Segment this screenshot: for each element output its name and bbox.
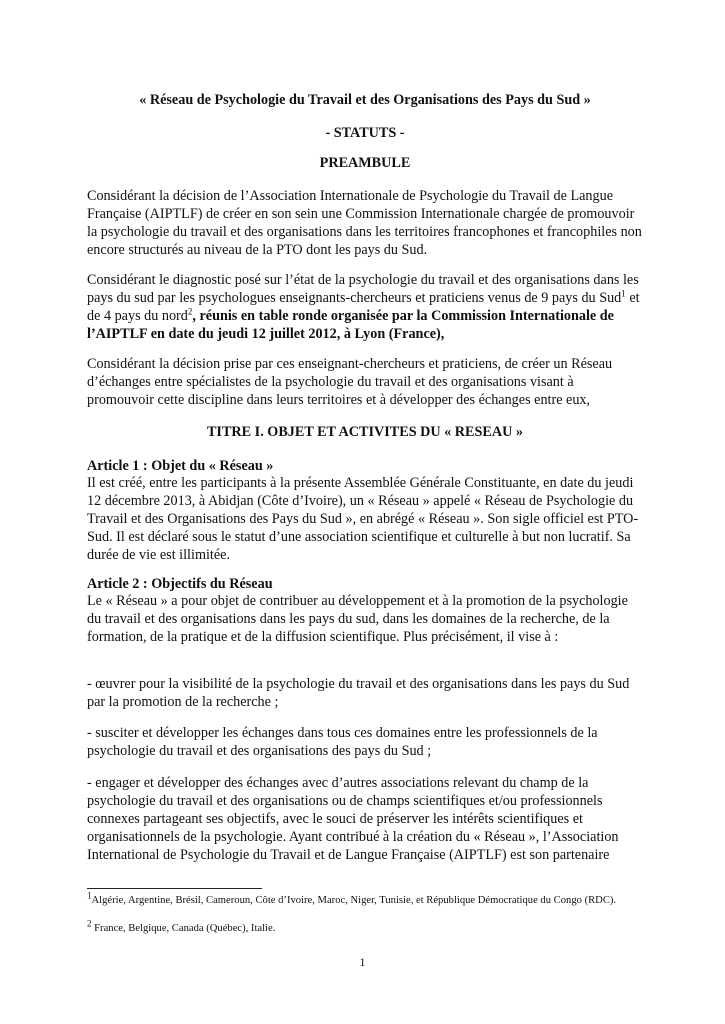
titre-1-heading: TITRE I. OBJET ET ACTIVITES DU « RESEAU »: [206, 424, 524, 440]
article-2-item-1: - œuvrer pour la visibilité de la psychologie du travail et des organisations dans les pays du Sud par la promotion de la recherche ;: [87, 676, 630, 710]
document-title: « Réseau de Psychologie du Travail et des Organisations des Pays du Sud »: [139, 92, 591, 108]
article-2-intro: Le « Réseau » a pour objet de contribuer au développement et à la promotion de la psychologie du travail et des organisations dans les pays du sud, dans les domaines de la recherche, de la formation, de la pratique et de la diffusion scientifique. Plus précisément, il vise à :: [87, 593, 628, 645]
footnote-2-text: France, Belgique, Canada (Québec), Italie.: [91, 923, 276, 934]
article-2-heading: Article 2 : Objectifs du Réseau: [87, 576, 273, 592]
footnote-2: [87, 918, 643, 935]
footnote-2-mark: 2: [87, 918, 92, 929]
statuts-heading: - STATUTS -: [325, 125, 405, 141]
footnote-1-text: Algérie, Argentine, Brésil, Cameroun, Côte d’Ivoire, Maroc, Niger, Tunisie, et République Démocratique du Congo (RDC).: [91, 895, 617, 906]
footnote-ref-1: 1: [621, 288, 626, 299]
footnote-divider: [87, 888, 262, 889]
preamble-p2-text-a: Considérant le diagnostic posé sur l’état de la psychologie du travail et des organisations dans les pays du sud par les psychologues enseignants-chercheurs et praticiens venus de 9 pays du Sud: [87, 272, 639, 306]
preambule-heading: PREAMBULE: [319, 155, 411, 171]
preamble-p2-text-c: , réunis en table ronde organisée par la Commission Internationale de l’AIPTLF en date du jeudi 12 juillet 2012, à Lyon (France),: [87, 308, 614, 342]
preamble-paragraph-3: Considérant la décision prise par ces enseignant-chercheurs et praticiens, de créer un Réseau d’échanges entre spécialistes de la psychologie du travail et des organisations visant à promouvoir cette discipline dans leurs territoires et à développer des échanges entre eux,: [87, 356, 613, 408]
article-2-item-2: - susciter et développer les échanges dans tous ces domaines entre les professionnels de la psychologie du travail et des organisations des pays du Sud ;: [87, 725, 598, 759]
preamble-paragraph-1: Considérant la décision de l’Association Internationale de Psychologie du Travail de Langue Française (AIPTLF) de créer en son sein une Commission Internationale chargée de promouvoir la psychologie du travail et des organisations dans les territoires francophones et francophiles non encore structurés au niveau de la PTO dont les pays du Sud.: [87, 188, 642, 258]
article-1-text: Il est créé, entre les participants à la présente Assemblée Générale Constituante, en date du jeudi 12 décembre 2013, à Abidjan (Côte d’Ivoire), un « Réseau » appelé « Réseau de Psychologie du Travail et des Organisations des Pays du Sud », en abrégé « Réseau ». Son sigle officiel est PTO-Sud. Il est déclaré sous le statut d’une association scientifique et culturelle à but non lucratif. Sa durée de vie est illimitée.: [87, 475, 639, 563]
article-2-item-3: - engager et développer des échanges avec d’autres associations relevant du champ de la psychologie du travail et des organisations ou de champs scientifiques et/ou professionnels connexes partageant ses objectifs, avec le souci de préserver les intérêts scientifiques et organisationnels de la psychologie. Ayant contribué à la création du « Réseau », l’Association International de Psychologie du Travail et de Langue Française (AIPTLF) est son partenaire: [87, 775, 619, 863]
article-1-heading: Article 1 : Objet du « Réseau »: [87, 458, 274, 474]
footnote-1-mark: 1: [87, 890, 92, 901]
preamble-paragraph-2: [87, 271, 643, 343]
page-number: 1: [359, 955, 366, 969]
footnote-1: [87, 890, 643, 907]
preamble-p2-text-b: et de 4 pays du nord: [87, 290, 640, 324]
footnote-ref-2: 2: [187, 306, 193, 317]
